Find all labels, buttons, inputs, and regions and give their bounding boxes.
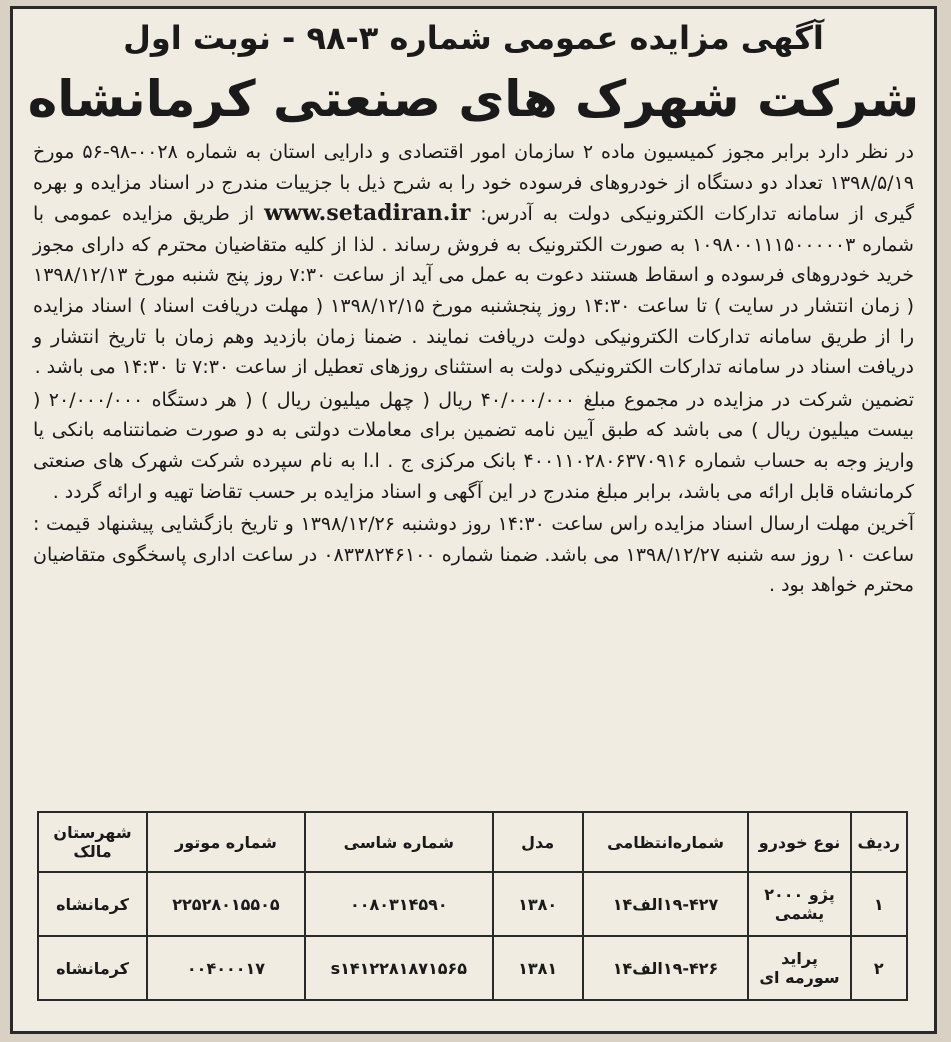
paragraph-deadline: آخرین مهلت ارسال اسناد مزایده راس ساعت ۱۴:۳۰ روز دوشنبه ۱۳۹۸/۱۲/۲۶ و تاریخ بازگشایی پیشنهاد قیمت : ساعت ۱۰ روز سه شنبه ۱۳۹۸/۱۲/۲۷ می باشد. ضمنا شماره ۰۸۳۳۸۲۴۶۱۰۰ در ساعت اداری پاسخگوی متقاضیان محترم خواهد بود . xyxy=(33,513,914,597)
header-model: مدل xyxy=(493,812,583,872)
cell-engine-number: ۲۲۵۲۸۰۱۵۵۰۵ xyxy=(147,872,305,936)
cell-row-number: ۱ xyxy=(851,872,907,936)
cell-chassis-number: ۰۰۸۰۳۱۴۵۹۰ xyxy=(305,872,493,936)
cell-model: ۱۳۸۰ xyxy=(493,872,583,936)
table-header-row xyxy=(38,812,907,872)
vehicles-table xyxy=(37,811,908,1001)
company-name: شرکت شهرک های صنعتی کرمانشاه xyxy=(27,70,920,128)
paragraph-invitation xyxy=(33,137,914,383)
paragraph-invitation-intro: در نظر دارد برابر مجوز کمیسیون ماده ۲ سازمان امور اقتصادی و دارایی استان به شماره ۰۰۲۸-۹۸-۵۶ مورخ ۱۳۹۸/۵/۱۹ تعداد دو دستگاه از خودروهای فرسوده خود را به شرح ذیل با جزییات مندرج در اسناد مزایده و بهره گیری از سامانه تدارکات الکترونیکی دولت به آدرس: xyxy=(33,141,915,226)
table-row xyxy=(38,936,907,1000)
notice-sheet xyxy=(10,6,937,1034)
cell-vehicle-type: پژو ۲۰۰۰ یشمی xyxy=(748,872,850,936)
cell-vehicle-type: پراید سورمه ای xyxy=(748,936,850,1000)
cell-chassis-number: s۱۴۱۲۲۸۱۸۷۱۵۶۵ xyxy=(305,936,493,1000)
header-row-number: ردیف xyxy=(851,812,907,872)
header-plate-number: شماره‌انتظامی xyxy=(583,812,749,872)
cell-plate-number: ۱۹-۴۲۶الف۱۴ xyxy=(583,936,749,1000)
paragraph-guarantee: تضمین شرکت در مزایده در مجموع مبلغ ۴۰/۰۰۰/۰۰۰ ریال ( چهل میلیون ریال ) ( هر دستگاه ۲۰/۰۰۰/۰۰۰ ( بیست میلیون ریال ) می باشد که طبق آیین نامه تضمین برای معاملات دولتی به دو صورت ضمانتنامه بانکی یا واریز وجه به حساب شماره ۴۰۰۱۱۰۲۸۰۶۳۷۰۹۱۶ بانک مرکزی ج . ا.ا به نام سپرده شرکت شهرک های صنعتی کرمانشاه قابل ارائه می باشد، برابر مبلغ مندرج در این آگهی و اسناد مزایده بر حسب تقاضا تهیه و ارائه گردد . xyxy=(33,388,915,503)
header-engine-number: شماره موتور xyxy=(147,812,305,872)
cell-owner-city: کرمانشاه xyxy=(38,936,147,1000)
website-link[interactable]: www.setadiran.ir xyxy=(264,200,471,227)
table-row xyxy=(38,872,907,936)
cell-row-number: ۲ xyxy=(851,936,907,1000)
cell-model: ۱۳۸۱ xyxy=(493,936,583,1000)
header-owner-city: شهرستان مالک xyxy=(38,812,147,872)
cell-engine-number: ۰۰۴۰۰۰۱۷ xyxy=(147,936,305,1000)
cell-owner-city: کرمانشاه xyxy=(38,872,147,936)
notice-body xyxy=(13,137,934,601)
notice-title: آگهی مزایده عمومی شماره ۳-۹۸ - نوبت اول xyxy=(123,19,824,57)
cell-plate-number: ۱۹-۴۲۷الف۱۴ xyxy=(583,872,749,936)
header-vehicle-type: نوع خودرو xyxy=(748,812,850,872)
paragraph-invitation-rest: از طریق مزایده عمومی با شماره ۱۰۹۸۰۰۱۱۱۵۰۰۰۰۰۳ به صورت الکترونیک به فروش رساند . لذا از کلیه متقاضیان محترم که دارای مجوز خرید خودروهای فرسوده و اسقاط هستند دعوت به عمل می آید از ساعت ۷:۳۰ روز پنج شنبه مورخ ۱۳۹۸/۱۲/۱۳ ( زمان انتشار در سایت ) تا ساعت ۱۴:۳۰ روز پنجشنبه مورخ ۱۳۹۸/۱۲/۱۵ ( مهلت دریافت اسناد ) اسناد مزایده را از طریق سامانه تدارکات الکترونیکی دولت دریافت نمایند . ضمنا زمان بازدید وهم زمان با تاریخ انتشار و دریافت اسناد در سامانه تدارکات الکترونیکی دولت به استثنای روزهای تعطیل از ساعت ۷:۳۰ تا ۱۴:۳۰ می باشد . xyxy=(33,203,914,379)
header-chassis-number: شماره شاسی xyxy=(305,812,493,872)
